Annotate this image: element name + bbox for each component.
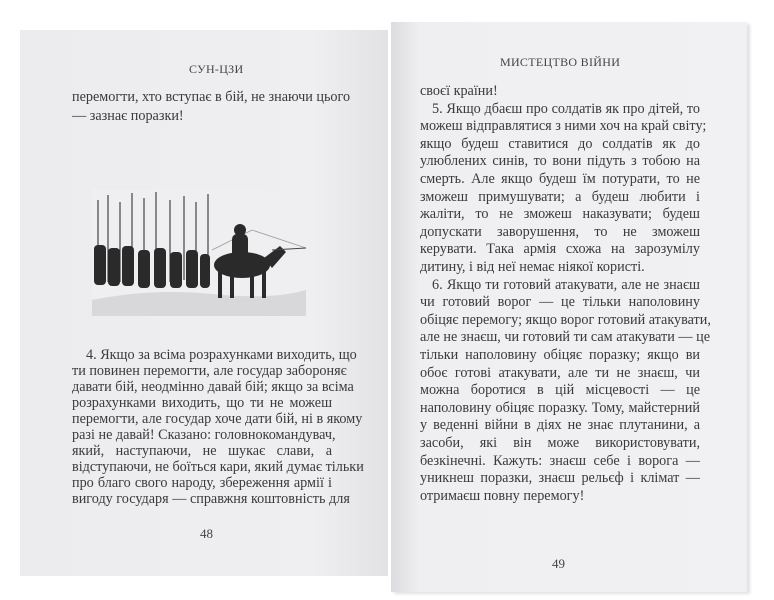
text-line: наполовину обіцяє поразку. Тому, майстерний [420,399,700,416]
text-line: керувати. Така армія схожа на зарозумілу [420,241,700,258]
text-line: у веденні війни в діях не знає плутанини, а [420,417,700,434]
page-number-left: 48 [200,526,213,541]
text-line: тільки наполовину обіцяє поразку; якщо ви [420,347,700,363]
text-line: можеш відправлятися з ними хоч на край світу; [420,118,707,135]
army-illustration [92,190,306,316]
text-line: безкінечні. Кажуть: знаєш себе і ворога — [420,452,700,469]
text-line: вигоду государя — справжня коштовність для [72,491,350,507]
text-line: обоє готові атакувати, але ти не знаєш, чи [420,364,700,381]
text-line: своєї країни! [420,83,498,99]
text-line: чи готовий ворог — це тільки наполовину [420,294,700,311]
right-running-header: МИСТЕЦТВО ВІЙНИ [500,55,621,69]
text-line: засоби, які він може використовувати, [420,435,700,451]
text-line: але не знаєш, чи готовий ти сам атакувати — це [420,329,710,346]
text-line: обіцяє перемогу; якщо ворог готовий атакувати, [420,311,711,328]
text-line: перемогти, але государ хоче дати бій, ні в якому [72,411,363,427]
text-line: смерть. Але якщо будеш їм потурати, то не [420,171,700,187]
text-line: який, наступаючи, не шукає слави, а [72,443,332,459]
left-running-header: СУН-ЦЗИ [189,62,244,76]
text-line: разі не давай! Сказано: головнокомандувач, [72,427,336,443]
text-line: уникнеш поразки, знаєш рельєф і клімат — [420,470,700,487]
text-line: 4. Якщо за всіма розрахунками виходить, що [86,347,357,363]
text-line: перемогти, хто вступає в бій, не знаючи цього [72,89,351,105]
text-line: відступаючи, не боїться кари, який думає тільки [72,459,364,475]
text-line: зможеш примушувати; а будеш любити і [420,188,700,205]
text-line: допускати заворушення, то не зможеш [420,223,700,240]
page-number-right: 49 [552,556,565,571]
text-line: розрахунками виходить, що ти не можеш [72,395,332,411]
text-line: 6. Якщо ти готовий атакувати, але не знаєш [432,276,700,293]
text-line: жаліти, то не зможеш наказувати; будеш [420,206,700,223]
text-line: давати бій, неодмінно давай бій; якщо за всіма [72,379,354,395]
text-line: ти повинен перемогти, але государ забороняє [72,363,347,379]
text-line: отримаєш повну перемогу! [420,487,585,504]
text-line: дитину, і від неї немає ніякої користі. [420,259,645,275]
text-line: — зазнає поразки! [72,108,184,124]
text-line: про благо свого народу, збереження армії і [72,475,332,491]
text-line: якщо будеш ставитися до солдатів як до [420,135,700,152]
text-line: можна боротися в цій місцевості — це [420,382,700,399]
text-line: 5. Якщо дбаєш про солдатів як про дітей, то [432,100,700,117]
text-line: улюблених синів, то вони підуть з тобою на [420,153,700,170]
